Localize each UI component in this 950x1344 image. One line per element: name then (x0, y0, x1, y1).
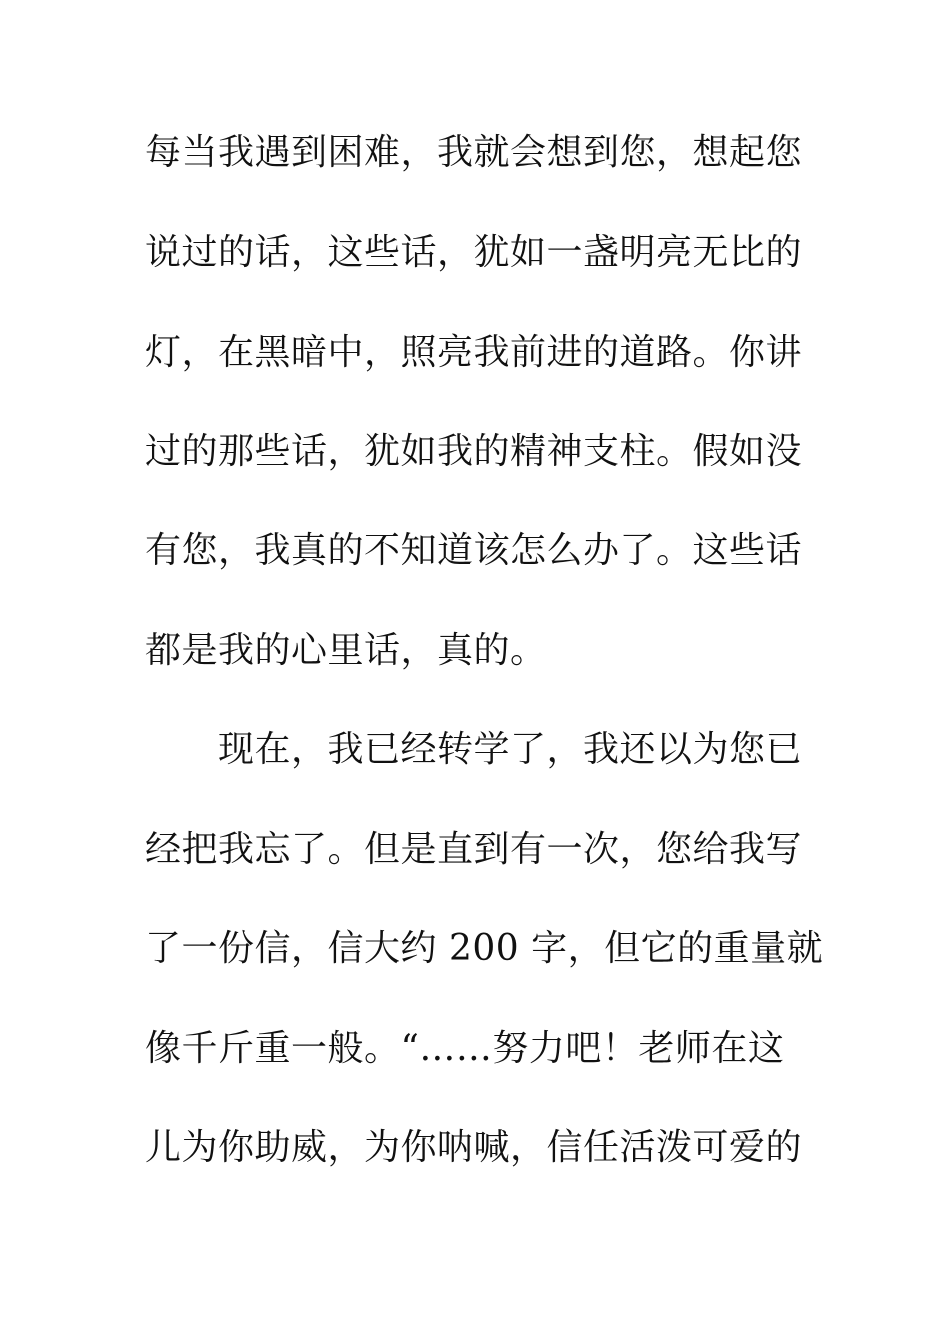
text-line: 儿为你助威，为你呐喊，信任活泼可爱的 (145, 1127, 803, 1168)
text-line: 有您，我真的不知道该怎么办了。这些话 (145, 530, 803, 571)
text-line: 说过的话，这些话，犹如一盏明亮无比的 (145, 232, 803, 273)
text-line: 都是我的心里话，真的。 (145, 630, 547, 671)
text-line: 了一份信，信大约 200 字，但它的重量就 (145, 928, 824, 969)
text-line: 每当我遇到困难，我就会想到您，想起您 (145, 132, 803, 173)
text-line: 过的那些话，犹如我的精神支柱。假如没 (145, 431, 803, 472)
paragraph-first-line: 现在，我已经转学了，我还以为您已 (218, 729, 803, 770)
text-line: 灯，在黑暗中，照亮我前进的道路。你讲 (145, 332, 803, 373)
text-line: 经把我忘了。但是直到有一次，您给我写 (145, 829, 803, 870)
text-line: 像千斤重一般。“……努力吧！老师在这 (145, 1028, 785, 1069)
